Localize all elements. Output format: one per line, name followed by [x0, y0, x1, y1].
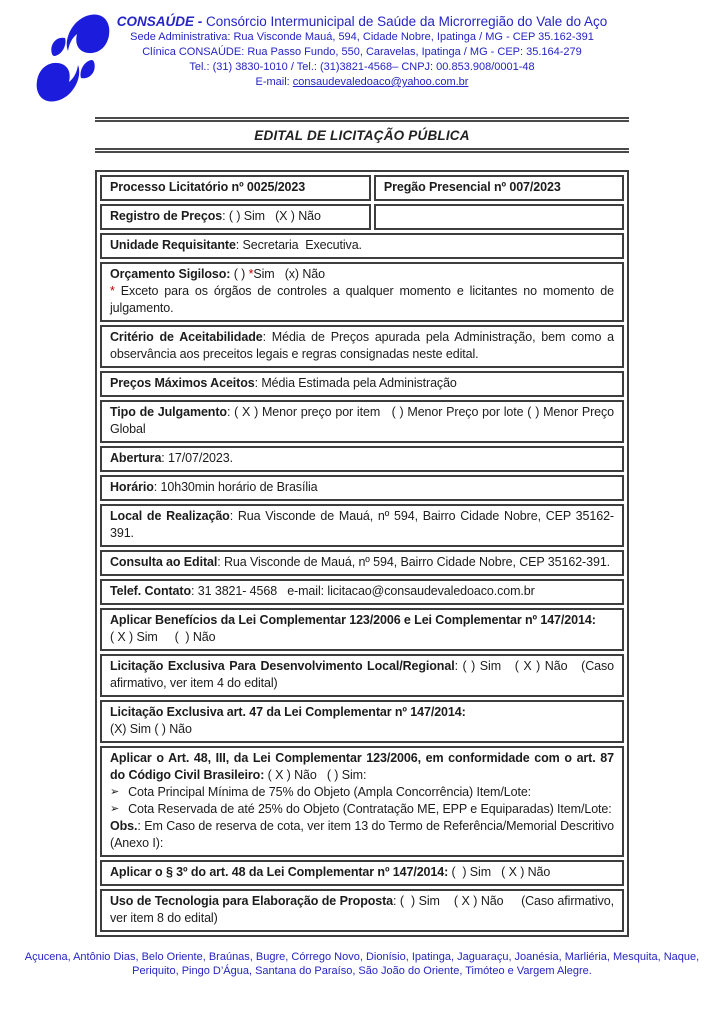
orcamento-checkbox-pre: ( ) — [230, 267, 249, 281]
obs-line — [110, 818, 614, 852]
local-realizacao-label: Local de Realização — [110, 509, 230, 523]
table-row — [100, 175, 624, 201]
table-row — [100, 579, 624, 605]
criterio-label: Critério de Aceitabilidade — [110, 330, 263, 344]
registro-precos-cell — [100, 204, 371, 230]
abertura-value: : 17/07/2023. — [161, 451, 233, 465]
tipo-julgamento-label: Tipo de Julgamento — [110, 405, 227, 419]
unidade-requisitante-cell — [100, 233, 624, 259]
table-row — [100, 400, 624, 443]
org-description: Consórcio Intermunicipal de Saúde da Microrregião do Vale do Aço — [202, 14, 608, 29]
page-title: EDITAL DE LICITAÇÃO PÚBLICA — [254, 128, 470, 143]
cota-reservada-text: Cota Reservada de até 25% do Objeto (Contratação ME, EPP e Equiparadas) Item/Lote: — [128, 802, 612, 816]
table-row — [100, 325, 624, 368]
tecnologia-label: Uso de Tecnologia para Elaboração de Proposta — [110, 894, 394, 908]
consulta-edital-value: : Rua Visconde de Mauá, nº 594, Bairro Cidade Nobre, CEP 35162-391. — [217, 555, 611, 569]
letterhead — [0, 0, 724, 90]
abertura-cell — [100, 446, 624, 472]
table-row — [100, 746, 624, 857]
arrow-bullet-icon: ➢ — [110, 786, 120, 798]
cota-principal-line — [110, 784, 614, 801]
criterio-aceitabilidade-cell — [100, 325, 624, 368]
unidade-requisitante-label: Unidade Requisitante — [110, 238, 236, 252]
cota-reservada-line — [110, 801, 614, 818]
obs-label: Obs. — [110, 819, 138, 833]
email-label: E-mail: — [255, 76, 293, 88]
orcamento-sigiloso-label: Orçamento Sigiloso: — [110, 267, 231, 281]
exclusiva-local-cell — [100, 654, 624, 697]
table-row — [100, 860, 624, 886]
table-row — [100, 654, 624, 697]
org-name: CONSAÚDE - — [116, 14, 203, 29]
exclusiva-local-value: : ( ) Sim ( X ) Não (Caso afirmativo, ver item 4 do edital) — [110, 659, 614, 690]
local-realizacao-cell — [100, 504, 624, 547]
table-row — [100, 262, 624, 322]
red-asterisk: * — [248, 267, 254, 281]
address-sede: Sede Administrativa: Rua Visconde Mauá, 594, Cidade Nobre, Ipatinga / MG - CEP 35.162-391 — [130, 31, 594, 43]
orcamento-note-line — [110, 283, 614, 317]
tecnologia-value: : ( ) Sim ( X ) Não (Caso afirmativo, ver item 8 do edital) — [110, 894, 614, 925]
tecnologia-cell — [100, 889, 624, 932]
table-row — [100, 504, 624, 547]
address-clinica: Clínica CONSAÚDE: Rua Passo Fundo, 550, Caravelas, Ipatinga / MG - CEP: 35.164-279 — [142, 46, 582, 58]
orcamento-sigiloso-cell — [100, 262, 624, 322]
telef-contato-label: Telef. Contato — [110, 584, 192, 598]
consaude-logo-icon — [32, 12, 114, 104]
orcamento-sigiloso-line — [110, 266, 614, 283]
table-row — [100, 204, 624, 230]
exclusiva-art47-cell — [100, 700, 624, 743]
art48-label: Aplicar o Art. 48, III, da Lei Complementar 123/2006, em conformidade com o art. 87 do Código Civil Brasileiro: — [110, 751, 614, 782]
tipo-julgamento-value: : ( X ) Menor preço por item ( ) Menor Preço por lote ( ) Menor Preço Global — [110, 405, 614, 436]
horario-value: : 10h30min horário de Brasília — [153, 480, 318, 494]
member-municipalities-footer: Açucena, Antônio Dias, Belo Oriente, Braúnas, Bugre, Córrego Novo, Dionísio, Ipatinga, Jaguaraçu, Joanésia, Marliéria, Mesquita, Naque, Periquito, Pingo D’Água, Santana do Paraíso, São João do Oriente, Timóteo e Vargem Alegre. — [24, 951, 700, 977]
arrow-bullet-icon: ➢ — [110, 803, 120, 815]
local-realizacao-value: : Rua Visconde de Mauá, nº 594, Bairro Cidade Nobre, CEP 35162-391. — [110, 509, 614, 540]
art48-cell — [100, 746, 624, 857]
horario-cell — [100, 475, 624, 501]
tipo-julgamento-cell — [100, 400, 624, 443]
paragrafo3-label: Aplicar o § 3º do art. 48 da Lei Complementar nº 147/2014: — [110, 865, 449, 879]
processo-cell: Processo Licitatório nº 0025/2023 — [100, 175, 371, 201]
unidade-requisitante-value: : Secretaria Executiva. — [235, 238, 362, 252]
paragrafo3-value: ( ) Sim ( X ) Não — [448, 865, 551, 879]
exclusiva-art47-label: Licitação Exclusiva art. 47 da Lei Complementar nº 147/2014: — [110, 705, 466, 719]
empty-cell — [374, 204, 624, 230]
red-asterisk: * — [110, 284, 115, 298]
exclusiva-art47-value: (X) Sim ( ) Não — [110, 722, 192, 736]
pregao-cell: Pregão Presencial nº 007/2023 — [374, 175, 624, 201]
table-row — [100, 608, 624, 651]
document-body — [95, 117, 629, 937]
cota-principal-text: Cota Principal Mínima de 75% do Objeto (Ampla Concorrência) Item/Lote: — [128, 785, 532, 799]
table-row — [100, 233, 624, 259]
horario-label: Horário — [110, 480, 154, 494]
telef-contato-value: : 31 3821- 4568 e-mail: licitacao@consaudevaledoaco.com.br — [191, 584, 535, 598]
beneficios-label: Aplicar Benefícios da Lei Complementar 123/2006 e Lei Complementar nº 147/2014: — [110, 613, 596, 627]
telef-contato-cell — [100, 579, 624, 605]
licitacao-summary-table — [95, 170, 629, 937]
header-email-link[interactable]: consaudevaledoaco@yahoo.com.br — [292, 76, 469, 88]
table-row — [100, 446, 624, 472]
precos-maximos-cell — [100, 371, 624, 397]
registro-precos-value: : ( ) Sim (X ) Não — [222, 209, 321, 223]
criterio-value: : Média de Preços apurada pela Administração, bem como a observância aos preceitos legais e regras consignadas neste edital. — [110, 330, 615, 361]
phone-cnpj-line: Tel.: (31) 3830-1010 / Tel.: (31)3821-4568– CNPJ: 00.853.908/0001-48 — [189, 61, 535, 73]
table-row — [100, 475, 624, 501]
title-rule-box — [95, 117, 629, 153]
obs-text: : Em Caso de reserva de cota, ver item 13 do Termo de Referência/Memorial Descritivo (Anexo I): — [110, 819, 614, 850]
paragrafo3-cell — [100, 860, 624, 886]
consulta-edital-cell — [100, 550, 624, 576]
beneficios-cell — [100, 608, 624, 651]
art48-value: ( X ) Não ( ) Sim: — [264, 768, 367, 782]
table-row — [100, 371, 624, 397]
table-row — [100, 889, 624, 932]
precos-maximos-value: : Média Estimada pela Administração — [254, 376, 457, 390]
consulta-edital-label: Consulta ao Edital — [110, 555, 218, 569]
orcamento-checkbox-post: Sim (x) Não — [253, 267, 325, 281]
precos-maximos-label: Preços Máximos Aceitos — [110, 376, 255, 390]
orcamento-note-text: Exceto para os órgãos de controles a qualquer momento e licitantes no momento de julgamento. — [110, 284, 614, 315]
table-row — [100, 550, 624, 576]
art48-line — [110, 750, 614, 784]
beneficios-value: ( X ) Sim ( ) Não — [110, 630, 216, 644]
registro-precos-label: Registro de Preços — [110, 209, 223, 223]
exclusiva-local-label: Licitação Exclusiva Para Desenvolvimento Local/Regional — [110, 659, 455, 673]
abertura-label: Abertura — [110, 451, 162, 465]
table-row — [100, 700, 624, 743]
